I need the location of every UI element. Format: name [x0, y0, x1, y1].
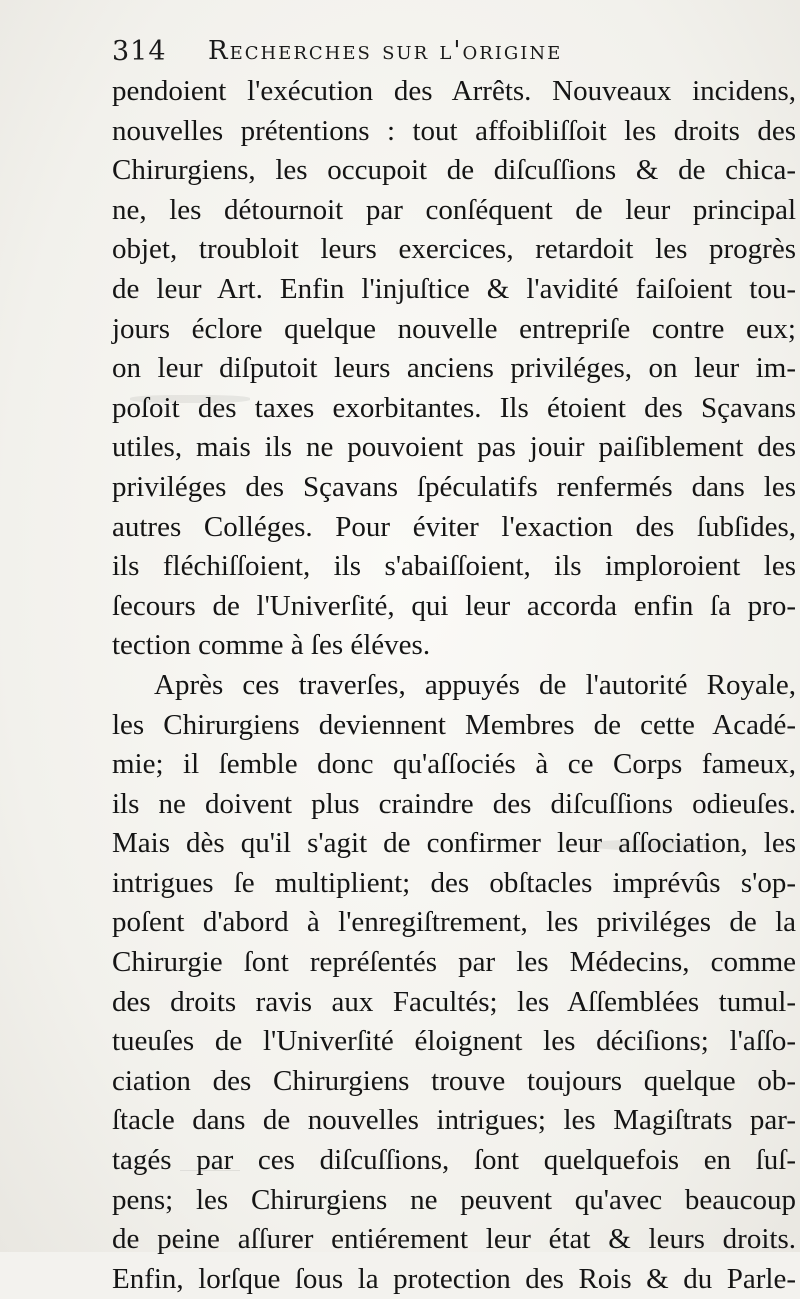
text-line: Enfin, lorſque ſous la protection des Rois & du Parle- [112, 1262, 796, 1295]
running-head: Recherches sur l'origine [208, 36, 563, 66]
text-line: mie; il ſemble donc qu'aſſociés à ce Corps fameux, [112, 748, 796, 781]
text-line: tection comme à ſes éléves. [112, 629, 431, 662]
text-line: Mais dès qu'il s'agit de confirmer leur aſſociation, les [112, 827, 796, 860]
text-line: Chirurgiens, les occupoit de diſcuſſions & de chica- [112, 154, 796, 187]
text-line: Chirurgie ſont repréſentés par les Médecins, comme [112, 946, 796, 979]
text-line: utiles, mais ils ne pouvoient pas jouir paiſiblement des [112, 431, 796, 464]
text-line: les Chirurgiens deviennent Membres de cette Acadé- [112, 708, 796, 741]
text-line: poſent d'abord à l'enregiſtrement, les priviléges de la [112, 906, 796, 939]
text-line: des droits ravis aux Facultés; les Aſſemblées tumul- [112, 985, 796, 1018]
page-header [112, 30, 792, 74]
text-line: intrigues ſe multiplient; des obſtacles imprévûs s'op- [112, 866, 796, 899]
text-line: priviléges des Sçavans ſpéculatifs renfermés dans les [112, 470, 796, 503]
text-line: on leur diſputoit leurs anciens priviléges, on leur im- [112, 352, 796, 385]
text-line: objet, troubloit leurs exercices, retardoit les progrès [112, 233, 796, 266]
body-text [112, 72, 796, 1299]
text-line: ils ne doivent plus craindre des diſcuſſions odieuſes. [112, 787, 796, 820]
text-line: tueuſes de l'Univerſité éloignent les déciſions; l'aſſo- [112, 1025, 796, 1058]
text-line: nouvelles prétentions : tout affoibliſſoit les droits des [112, 114, 796, 147]
text-line: poſoit des taxes exorbitantes. Ils étoient des Sçavans [112, 391, 796, 424]
text-line: ſecours de l'Univerſité, qui leur accorda enfin ſa pro- [112, 589, 796, 622]
text-line: autres Colléges. Pour éviter l'exaction des ſubſides, [112, 510, 796, 543]
text-line: jours éclore quelque nouvelle entrepriſe contre eux; [112, 312, 796, 345]
show-through-mark [180, 1170, 240, 1201]
text-line: ils fléchiſſoient, ils s'abaiſſoient, ils imploroient les [112, 550, 796, 583]
page-number: 314 [112, 36, 167, 67]
text-line: de leur Art. Enfin l'injuſtice & l'avidité faiſoient tou- [112, 272, 796, 305]
text-line: tagés par ces diſcuſſions, ſont quelquefois en ſuſ- [112, 1144, 796, 1177]
text-line: ciation des Chirurgiens trouve toujours quelque ob- [112, 1064, 796, 1097]
text-line: ne, les détournoit par conſéquent de leur principal [112, 193, 796, 226]
text-line: de peine aſſurer entiérement leur état & leurs droits. [112, 1223, 796, 1256]
paragraph-first-line: Après ces traverſes, appuyés de l'autorité Royale, [154, 668, 796, 701]
text-line: pendoient l'exécution des Arrêts. Nouveaux incidens, [112, 75, 796, 107]
text-line: ſtacle dans de nouvelles intrigues; les Magiſtrats par- [112, 1104, 796, 1137]
text-line: pens; les Chirurgiens ne peuvent qu'avec beaucoup [112, 1183, 796, 1216]
